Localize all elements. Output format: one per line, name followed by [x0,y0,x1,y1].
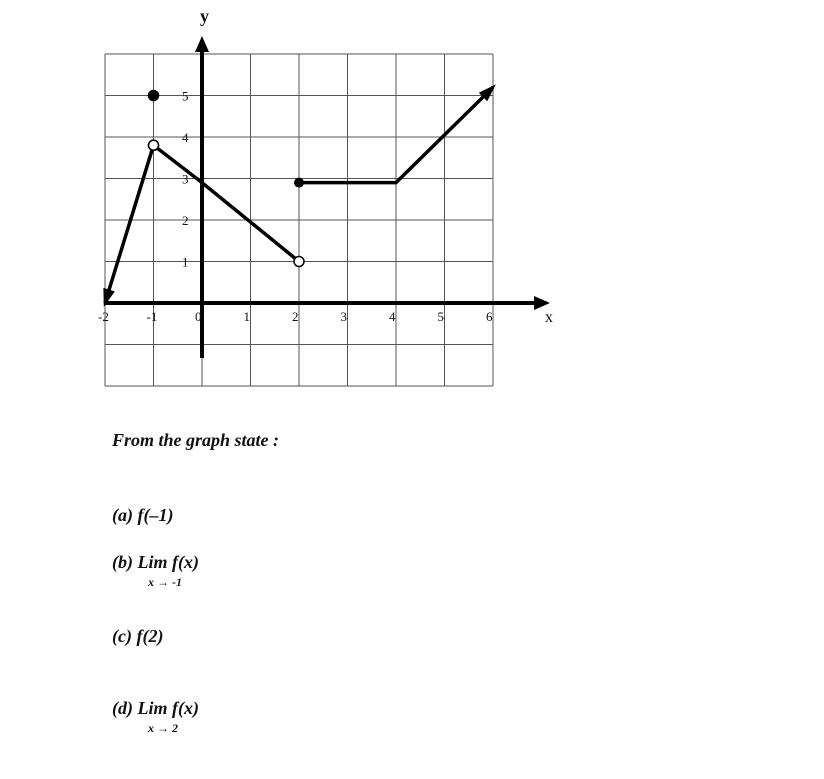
x-tick-labels [98,309,493,324]
closed-point [294,178,304,188]
grid [105,54,493,386]
y-axis-label: y [200,6,209,26]
x-tick-label: 4 [389,309,396,324]
open-point [294,257,304,267]
y-tick-label: 4 [182,130,189,145]
isolated-closed-point [149,91,159,101]
question-d: (d) Lim f(x) [112,698,199,718]
x-tick-label: 0 [195,309,202,324]
x-axis-arrow [534,296,550,310]
x-tick-label: 1 [243,309,250,324]
question-a: (a) f(–1) [112,505,174,525]
y-tick-labels [182,89,189,270]
x-tick-label: 3 [340,309,347,324]
function-segment [154,145,300,261]
question-b-limit-subscript: x → -1 [148,575,182,589]
y-axis-arrow [195,36,209,52]
x-tick-label: 2 [292,309,299,324]
y-tick-label: 1 [182,254,189,270]
question-b: (b) Lim f(x) [112,552,199,572]
x-tick-label: -1 [146,309,158,324]
function-segment [105,145,154,303]
function-segments [103,84,495,306]
question-c: (c) f(2) [112,626,164,646]
instruction-text: From the graph state : [112,430,280,450]
open-point [149,140,159,150]
x-tick-label: 6 [486,309,493,324]
x-tick-label: 5 [437,309,444,324]
x-axis-label: x [545,309,553,326]
y-tick-label: 3 [182,171,189,187]
question-d-limit-subscript: x → 2 [148,721,178,735]
y-tick-label: 2 [182,213,189,228]
x-tick-label: -2 [98,309,109,324]
y-tick-label: 5 [182,88,189,104]
